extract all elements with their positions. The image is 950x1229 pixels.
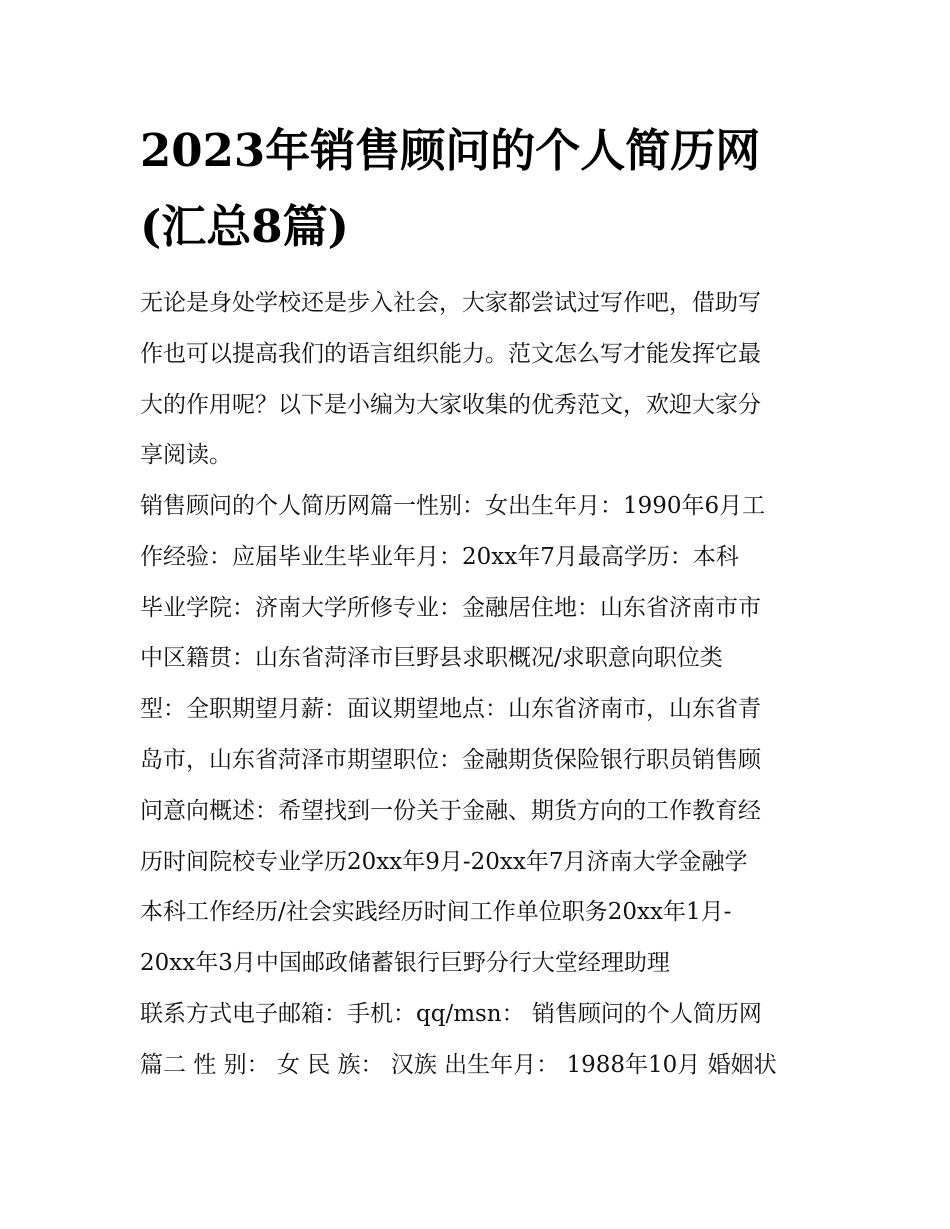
text-line: 毕业学院：济南大学所修专业：金融居住地：山东省济南市市 [140,594,761,621]
text-line: 作也可以提高我们的语言组织能力。范文怎么写才能发挥它最 [140,340,761,367]
text-line: 本科工作经历/社会实践经历时间工作单位职务20xx年1月- [140,899,732,926]
resume-paragraph [140,481,820,1091]
text-line: 篇二 性 别： 女 民 族： 汉族 出生年月： 1988年10月 婚姻状 [140,1051,777,1078]
text-line: 问意向概述：希望找到一份关于金融、期货方向的工作教育经 [140,797,761,824]
text-line: 大的作用呢？以下是小编为大家收集的优秀范文，欢迎大家分 [140,391,761,418]
text-line: 中区籍贯：山东省菏泽市巨野县求职概况/求职意向职位类 [140,645,723,672]
text-line: 历时间院校专业学历20xx年9月-20xx年7月济南大学金融学 [140,848,748,875]
text-line: 20xx年3月中国邮政储蓄银行巨野分行大堂经理助理 [140,950,670,977]
text-line: 作经验：应届毕业生毕业年月：20xx年7月最高学历：本科 [140,543,739,570]
text-line: 型：全职期望月薪：面议期望地点：山东省济南市，山东省青 [140,696,761,723]
text-line: 享阅读。 [140,442,232,469]
text-line: 销售顾问的个人简历网篇一性别：女出生年月：1990年6月工 [140,493,766,519]
text-line: 无论是身处学校还是步入社会，大家都尝试过写作吧，借助写 [140,290,761,316]
title-line: 2023年销售顾问的个人简历网 [140,124,761,177]
title-line: (汇总8篇) [140,200,349,253]
text-line: 岛市，山东省菏泽市期望职位：金融期货保险银行职员销售顾 [140,746,761,773]
document-title [140,113,820,265]
intro-paragraph [140,278,820,481]
text-line: 联系方式电子邮箱：手机：qq/msn： 销售顾问的个人简历网 [140,1000,762,1027]
